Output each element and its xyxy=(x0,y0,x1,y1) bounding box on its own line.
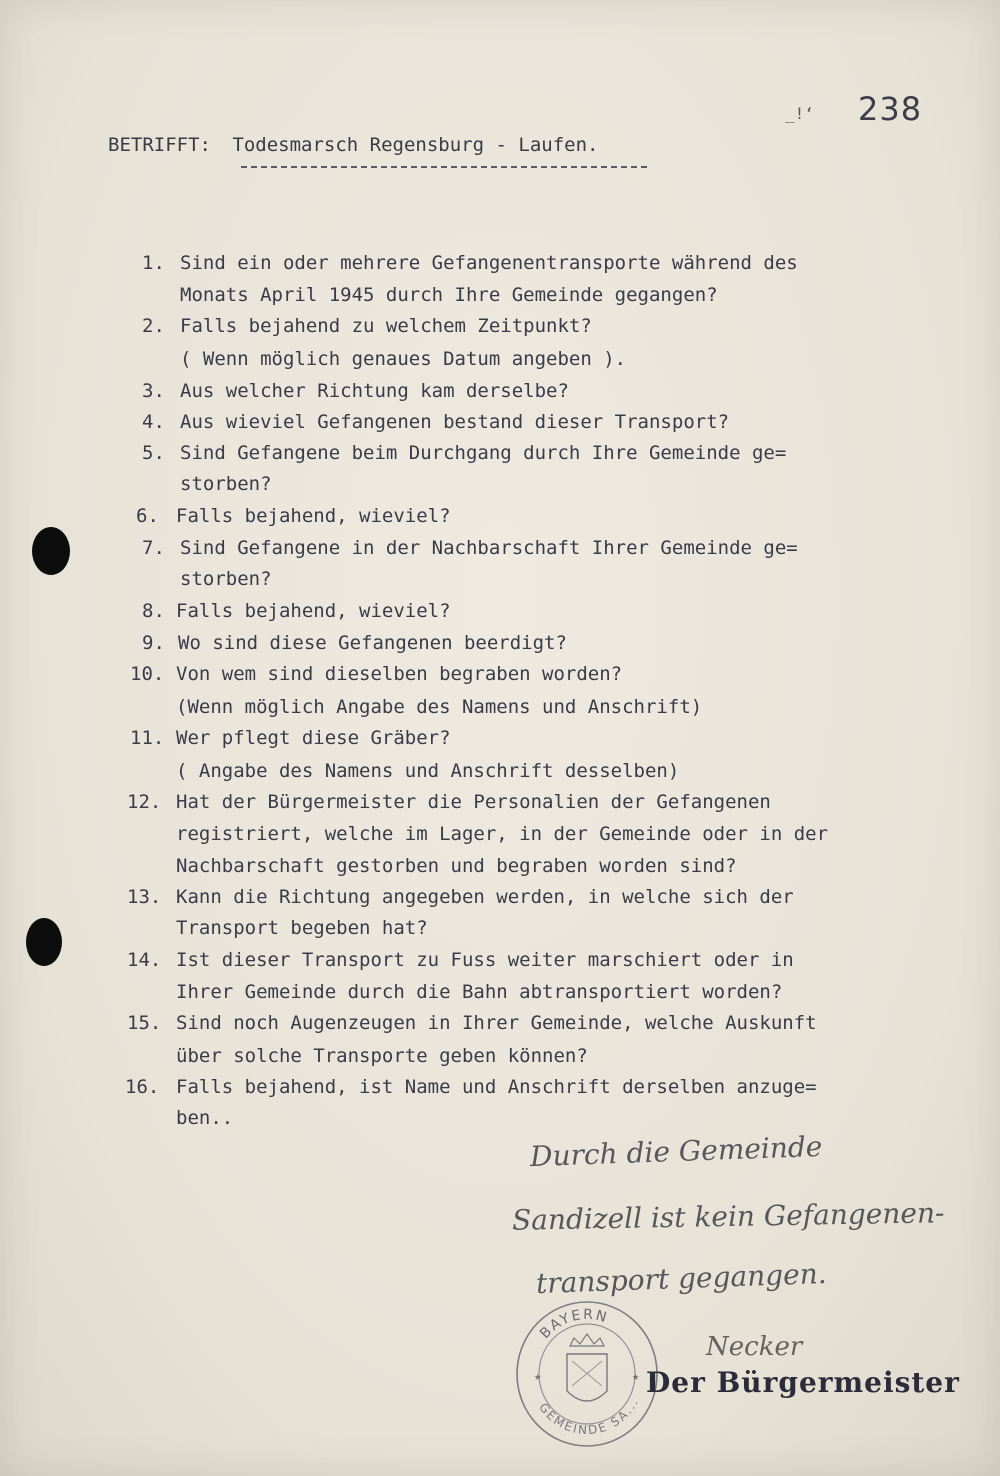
question-text-line: Transport begeben hat? xyxy=(176,917,428,939)
question-text-line: Sind Gefangene in der Nachbarschaft Ihrer Gemeinde ge= xyxy=(180,537,798,559)
question-number: 14. xyxy=(127,949,162,971)
question-number: 2. xyxy=(142,315,165,337)
question-number: 8. xyxy=(142,600,165,622)
subject-underline xyxy=(241,166,647,168)
question-text-line: storben? xyxy=(180,568,272,590)
punch-hole-bottom xyxy=(26,918,62,966)
svg-text:★: ★ xyxy=(534,1369,542,1383)
question-text-line: Aus wieviel Gefangenen bestand dieser Transport? xyxy=(180,411,730,433)
question-number: 11. xyxy=(130,727,165,749)
stamp-bottom-text: GEMEINDE SA... xyxy=(536,1394,642,1438)
question-number: 4. xyxy=(142,411,165,433)
question-text-line: Kann die Richtung angegeben werden, in welche sich der xyxy=(176,886,794,908)
municipal-seal-stamp xyxy=(512,1296,662,1451)
svg-text:BAYERN xyxy=(537,1307,610,1342)
question-text-line: Sind ein oder mehrere Gefangenentransporte während des xyxy=(180,252,798,274)
question-text-line: (Wenn möglich Angabe des Namens und Anschrift) xyxy=(176,696,703,718)
question-text-line: ( Wenn möglich genaues Datum angeben ). xyxy=(180,348,627,370)
question-text-line: ( Angabe des Namens und Anschrift desselben) xyxy=(176,760,680,782)
question-number: 9. xyxy=(142,632,165,654)
question-text-line: registriert, welche im Lager, in der Gemeinde oder in der xyxy=(176,823,829,845)
question-text-line: ben.. xyxy=(176,1107,234,1129)
question-number: 7. xyxy=(142,537,165,559)
question-text-line: Hat der Bürgermeister die Personalien der Gefangenen xyxy=(176,791,771,813)
question-number: 16. xyxy=(125,1076,160,1098)
question-text-line: Falls bejahend, ist Name und Anschrift derselben anzuge= xyxy=(176,1076,817,1098)
svg-text:★: ★ xyxy=(632,1369,640,1383)
question-text-line: Von wem sind dieselben begraben worden? xyxy=(176,663,623,685)
question-number: 3. xyxy=(142,380,165,402)
question-text-line: Wer pflegt diese Gräber? xyxy=(176,727,451,749)
handwritten-line-2: Sandizell ist kein Gefangenen- xyxy=(511,1196,945,1237)
question-text-line: Falls bejahend, wieviel? xyxy=(176,505,451,527)
stamp-top-text: BAYERN xyxy=(537,1306,611,1342)
question-text-line: Falls bejahend zu welchem Zeitpunkt? xyxy=(180,315,592,337)
question-text-line: Sind Gefangene beim Durchgang durch Ihre Gemeinde ge= xyxy=(180,442,787,464)
signature-title: Der Bürgermeister xyxy=(646,1366,960,1399)
question-text-line: Wo sind diese Gefangenen beerdigt? xyxy=(178,632,567,654)
question-number: 6. xyxy=(136,505,159,527)
punch-hole-top xyxy=(32,527,70,575)
subject-text: Todesmarsch Regensburg - Laufen. xyxy=(232,134,599,156)
question-number: 15. xyxy=(127,1012,162,1034)
page-mark: _!‘ xyxy=(785,104,814,123)
question-text-line: Ist dieser Transport zu Fuss weiter marschiert oder in xyxy=(176,949,794,971)
question-text-line: Ihrer Gemeinde durch die Bahn abtransportiert worden? xyxy=(176,981,783,1003)
handwritten-line-3: transport gegangen. xyxy=(535,1256,828,1301)
page-number: 238 xyxy=(858,90,923,128)
question-text-line: Falls bejahend, wieviel? xyxy=(176,600,451,622)
question-number: 12. xyxy=(127,791,162,813)
question-number: 13. xyxy=(127,886,162,908)
question-text-line: Nachbarschaft gestorben und begraben worden sind? xyxy=(176,855,737,877)
question-text-line: Sind noch Augenzeugen in Ihrer Gemeinde, welche Auskunft xyxy=(176,1012,817,1034)
question-text-line: Aus welcher Richtung kam derselbe? xyxy=(180,380,569,402)
question-text-line: storben? xyxy=(180,473,272,495)
question-text-line: über solche Transporte geben können? xyxy=(176,1045,588,1067)
handwritten-line-1: Durch die Gemeinde xyxy=(529,1129,823,1174)
signature-name: Necker xyxy=(706,1332,803,1362)
subject-line xyxy=(108,134,598,156)
question-number: 10. xyxy=(130,663,165,685)
question-number: 5. xyxy=(142,442,165,464)
question-text-line: Monats April 1945 durch Ihre Gemeinde gegangen? xyxy=(180,284,718,306)
subject-label: BETRIFFT: xyxy=(108,134,211,156)
question-number: 1. xyxy=(142,252,165,274)
